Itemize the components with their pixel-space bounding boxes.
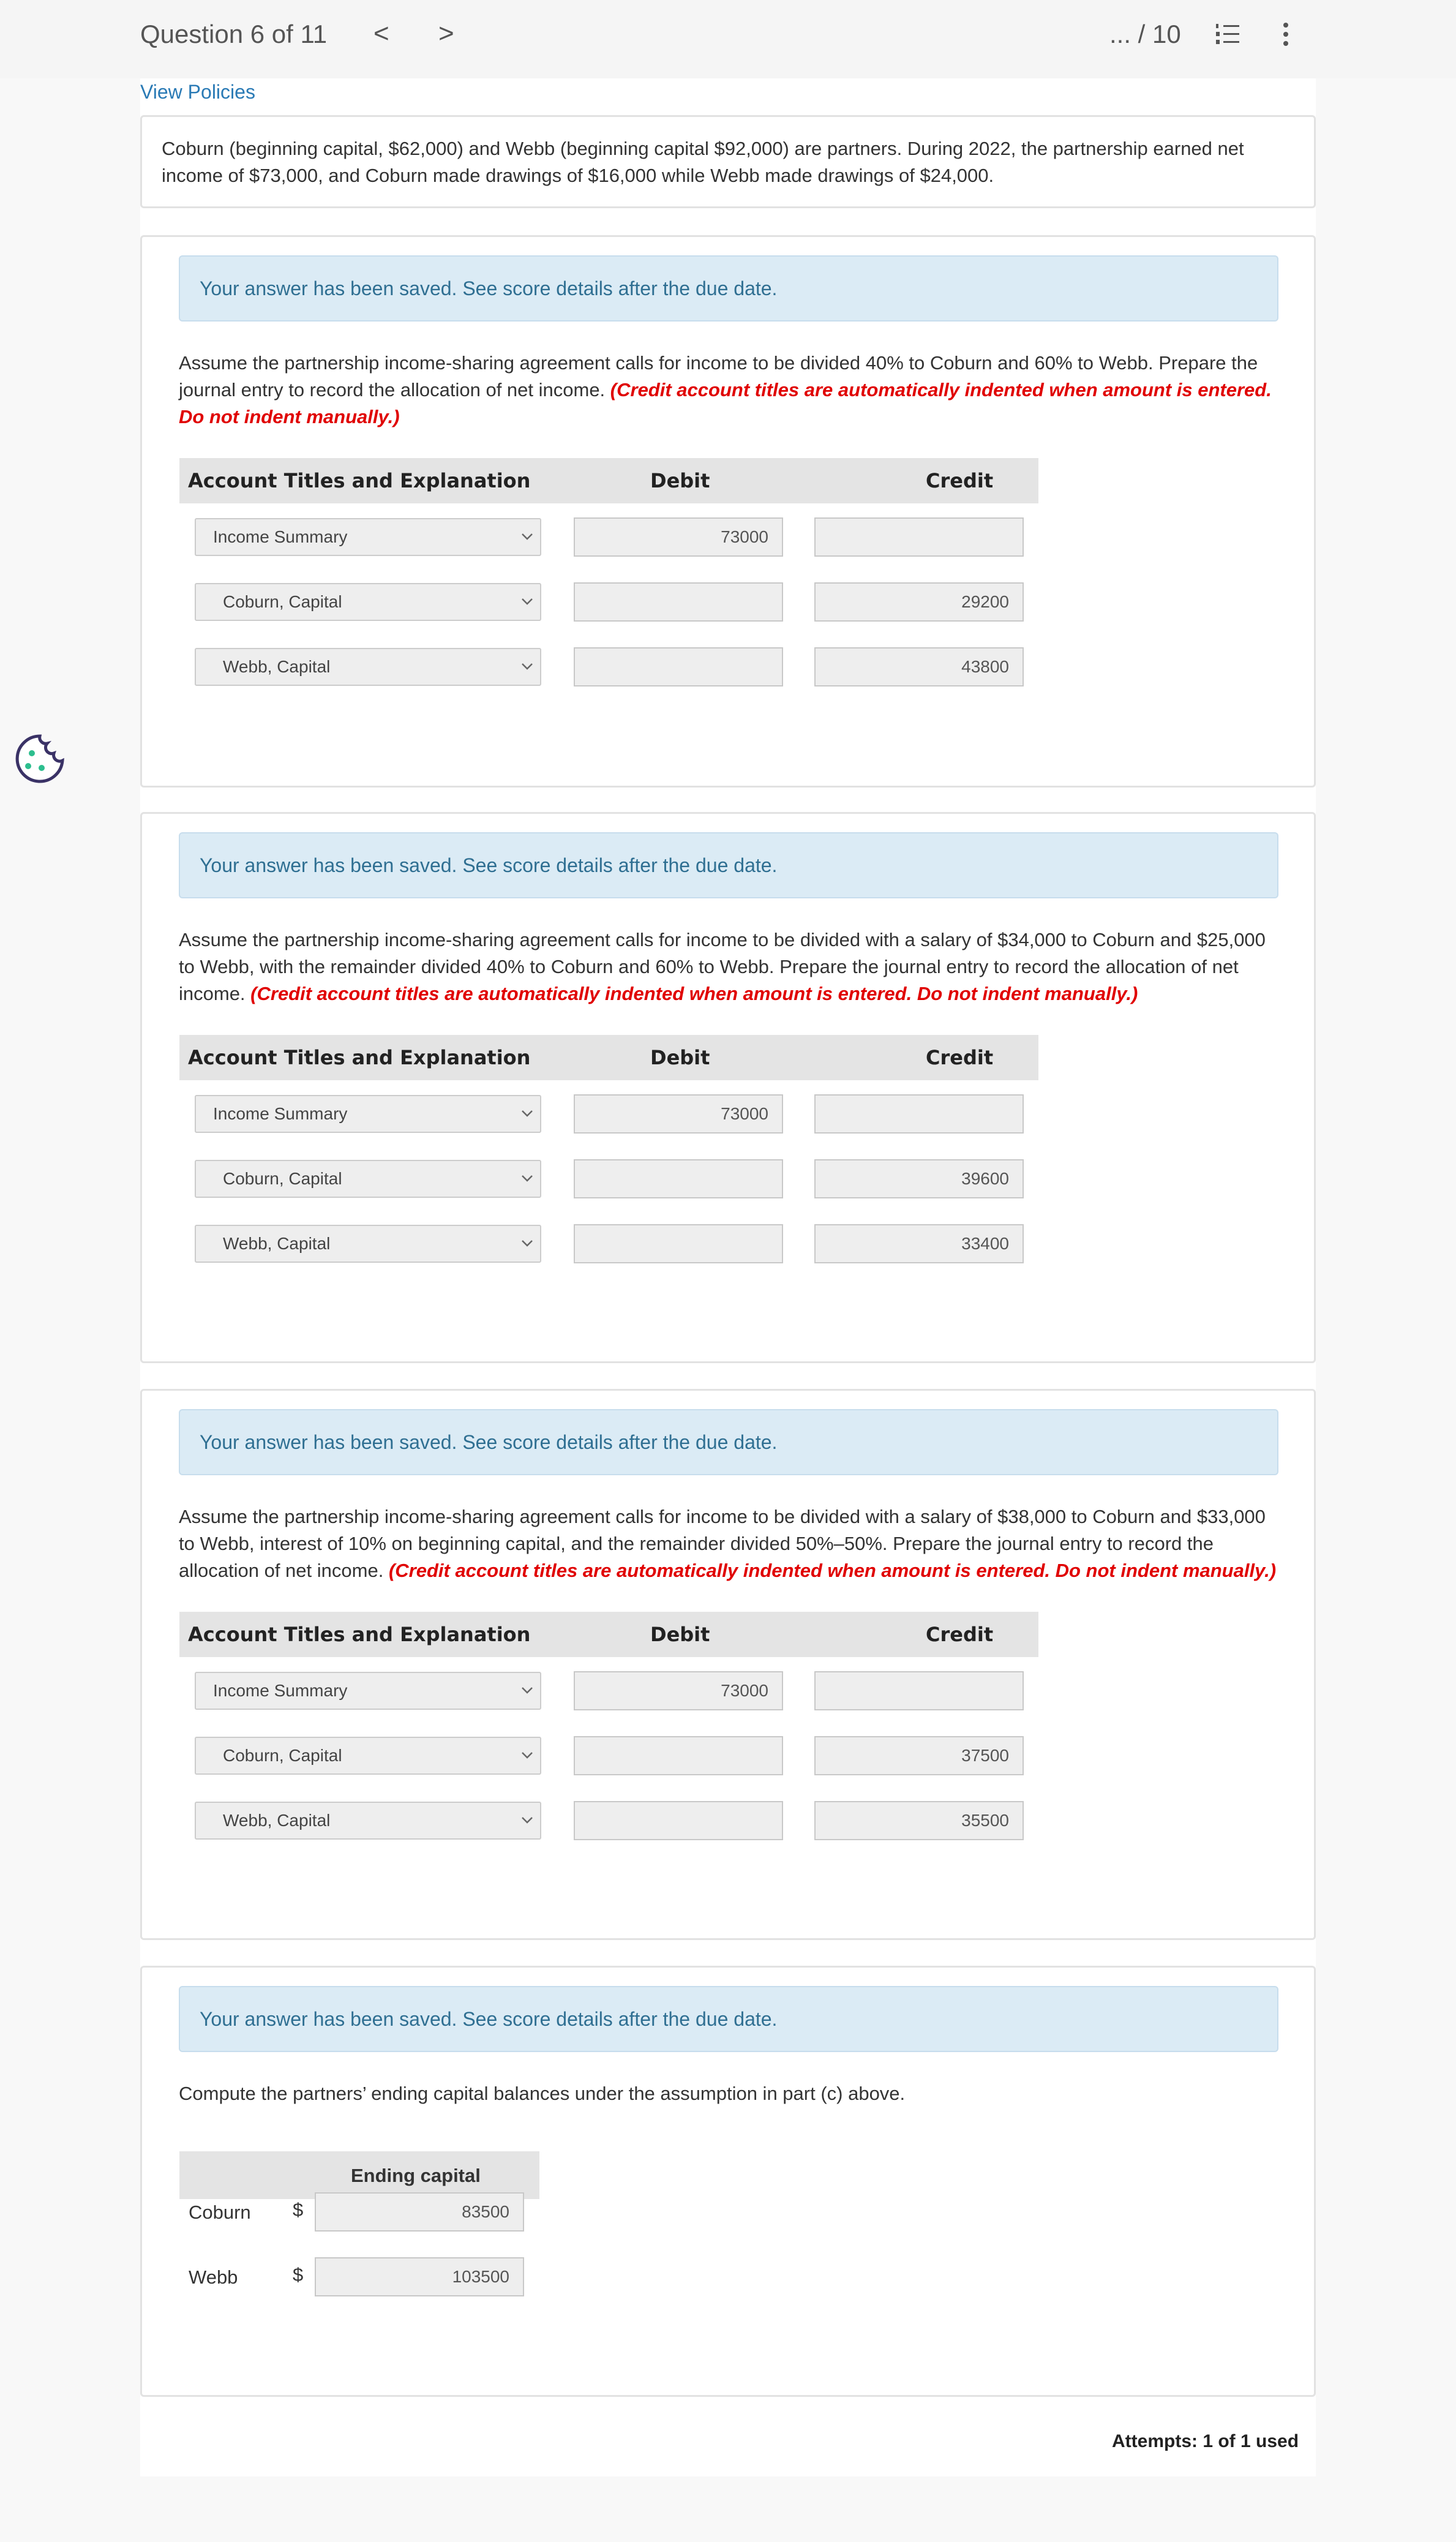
cookie-icon[interactable]	[13, 732, 66, 785]
credit-input[interactable]	[814, 1094, 1024, 1134]
top-bar	[0, 0, 1456, 78]
saved-banner: Your answer has been saved. See score details after the due date.	[179, 1986, 1278, 2052]
partner-label: Coburn	[189, 2202, 251, 2223]
part-a-section	[140, 235, 1316, 788]
journal-header	[179, 1035, 1038, 1080]
credit-column-header: Credit	[926, 1046, 994, 1069]
credit-input[interactable]	[814, 517, 1024, 557]
part-b-instructions	[179, 927, 1281, 1007]
debit-input[interactable]	[574, 1736, 783, 1775]
part-a-instructions	[179, 350, 1281, 431]
account-select[interactable]	[195, 583, 541, 621]
credit-input[interactable]: 43800	[814, 647, 1024, 686]
account-select-value: Coburn, Capital	[223, 592, 342, 611]
account-select-value: Coburn, Capital	[223, 1169, 342, 1188]
account-select-value: Coburn, Capital	[223, 1746, 342, 1765]
saved-banner: Your answer has been saved. See score details after the due date.	[179, 1409, 1278, 1475]
debit-column-header: Debit	[650, 469, 710, 492]
credit-column-header: Credit	[926, 1623, 994, 1646]
chevron-down-icon	[520, 1238, 534, 1248]
chevron-down-icon	[520, 1815, 534, 1825]
account-select[interactable]	[195, 1225, 541, 1263]
chevron-down-icon	[520, 1173, 534, 1183]
chevron-down-icon	[520, 596, 534, 606]
debit-input[interactable]	[574, 647, 783, 686]
account-column-header: Account Titles and Explanation	[188, 1623, 531, 1646]
credit-input[interactable]: 35500	[814, 1801, 1024, 1840]
chevron-down-icon	[520, 532, 534, 541]
debit-column-header: Debit	[650, 1046, 710, 1069]
ending-capital-input[interactable]: 83500	[315, 2192, 524, 2232]
account-column-header: Account Titles and Explanation	[188, 469, 531, 492]
credit-column-header: Credit	[926, 469, 994, 492]
credit-input[interactable]: 37500	[814, 1736, 1024, 1775]
view-policies-link[interactable]: View Policies	[140, 81, 255, 103]
instruction-text: Assume the partnership income-sharing agreement calls for income to be divided with a salary of $38,000 to Coburn and $33,000 to Webb, interest of 10% on beginning capital, and the remainder divided 50%–50%. Prepare the journal entry to record the allocation of net income.	[179, 1506, 1266, 1581]
ending-capital-input[interactable]: 103500	[315, 2257, 524, 2296]
account-select-value: Income Summary	[213, 1104, 348, 1123]
dollar-sign: $	[293, 2264, 304, 2285]
credit-input[interactable]: 29200	[814, 582, 1024, 622]
debit-input[interactable]: 73000	[574, 517, 783, 557]
debit-column-header: Debit	[650, 1623, 710, 1646]
part-b-section	[140, 812, 1316, 1363]
account-select[interactable]	[195, 1802, 541, 1840]
account-select[interactable]	[195, 518, 541, 556]
credit-input[interactable]: 39600	[814, 1159, 1024, 1198]
chevron-down-icon	[520, 661, 534, 671]
account-select[interactable]	[195, 1095, 541, 1133]
indent-note: (Credit account titles are automatically indented when amount is entered. Do not indent manually.)	[179, 379, 1272, 427]
instruction-text: Assume the partnership income-sharing agreement calls for income to be divided with a salary of $34,000 to Coburn and $25,000 to Webb, with the remainder divided 40% to Coburn and 60% to Webb. Prepare the journal entry to record the allocation of net income.	[179, 929, 1266, 1004]
journal-header	[179, 1612, 1038, 1657]
part-c-section	[140, 1389, 1316, 1940]
dollar-sign: $	[293, 2199, 304, 2220]
credit-input[interactable]	[814, 1671, 1024, 1710]
indent-note: (Credit account titles are automatically indented when amount is entered. Do not indent manually.)	[250, 983, 1138, 1004]
vertical-ellipsis-icon[interactable]	[1280, 22, 1292, 47]
account-select[interactable]	[195, 1160, 541, 1198]
indent-note: (Credit account titles are automatically indented when amount is entered. Do not indent manually.)	[388, 1560, 1277, 1581]
saved-banner: Your answer has been saved. See score details after the due date.	[179, 832, 1278, 898]
account-select[interactable]	[195, 1737, 541, 1775]
instruction-text: Assume the partnership income-sharing agreement calls for income to be divided 40% to Coburn and 60% to Webb. Prepare the journal entry to record the allocation of net income.	[179, 352, 1258, 400]
debit-input[interactable]	[574, 1159, 783, 1198]
previous-question-button[interactable]: <	[373, 18, 389, 48]
part-d-instructions: Compute the partners’ ending capital balances under the assumption in part (c) above.	[179, 2083, 906, 2104]
account-column-header: Account Titles and Explanation	[188, 1046, 531, 1069]
debit-input[interactable]	[574, 582, 783, 622]
list-numbered-icon[interactable]	[1215, 23, 1239, 45]
next-question-button[interactable]: >	[438, 18, 454, 48]
debit-input[interactable]: 73000	[574, 1094, 783, 1134]
account-select-value: Income Summary	[213, 527, 348, 546]
chevron-down-icon	[520, 1108, 534, 1118]
part-d-section	[140, 1966, 1316, 2397]
account-select-value: Income Summary	[213, 1681, 348, 1700]
credit-input[interactable]: 33400	[814, 1224, 1024, 1263]
saved-banner: Your answer has been saved. See score details after the due date.	[179, 255, 1278, 322]
ending-capital-label: Ending capital	[351, 2165, 481, 2186]
journal-header	[179, 458, 1038, 503]
score-display: ... / 10	[1109, 20, 1181, 48]
question-title: Question 6 of 11	[140, 20, 328, 48]
chevron-down-icon	[520, 1685, 534, 1695]
debit-input[interactable]: 73000	[574, 1671, 783, 1710]
debit-input[interactable]	[574, 1801, 783, 1840]
debit-input[interactable]	[574, 1224, 783, 1263]
attempts-counter: Attempts: 1 of 1 used	[1112, 2431, 1299, 2451]
chevron-down-icon	[520, 1750, 534, 1760]
problem-statement: Coburn (beginning capital, $62,000) and Webb (beginning capital $92,000) are partners. During 2022, the partnership earned net income of $73,000, and Coburn made drawings of $16,000 while Webb made drawings of $24,000.	[140, 115, 1316, 208]
account-select-value: Webb, Capital	[223, 657, 331, 676]
partner-label: Webb	[189, 2266, 238, 2288]
part-c-instructions	[179, 1503, 1281, 1584]
account-select-value: Webb, Capital	[223, 1811, 331, 1830]
account-select[interactable]	[195, 648, 541, 686]
account-select[interactable]	[195, 1672, 541, 1710]
account-select-value: Webb, Capital	[223, 1234, 331, 1253]
